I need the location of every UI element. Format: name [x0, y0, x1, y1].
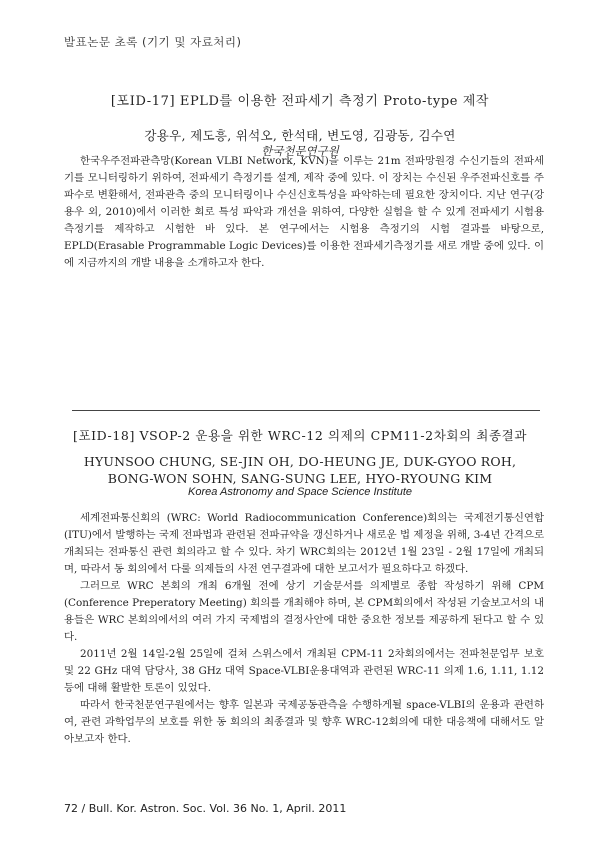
article2-paragraph-1: 세계전파통신회의 (WRC: World Radiocommunication Conference)회의는 국제전기통신연합(ITU)에서 발행하는 국제 전파법과 관련된 전파규약을 갱신하거나 새로운 법 제정을 위해, 3-4년 간격으로 개최되는 전파통신 관련 회의라고 할 수 있다. 차기 WRC회의는 2012년 1월 23일 - 2월 17일에 개최되며, 따라서 동 회의에서 다룰 의제들의 사전 연구결과에 대한 보고서가 필요하다고 하겠다. — [64, 512, 544, 575]
article2-abstract — [64, 510, 544, 748]
page-footer: 72 / Bull. Kor. Astron. Soc. Vol. 36 No. 1, April. 2011 — [64, 802, 347, 815]
article1-affiliation: 한국천문연구원 — [261, 144, 339, 158]
article1-authors: 강용우, 제도흥, 위석오, 한석태, 변도영, 김광동, 김수연 — [144, 128, 456, 143]
article2-paragraph-4: 따라서 한국천문연구원에서는 향후 일본과 국제공동관측을 수행하게될 space-VLBI의 운용과 관련하여, 관련 과학업무의 보호를 위한 동 회의의 최종결과 및 향후 WRC-12회의에 대한 대응책에 대해서도 알아보고자 한다. — [64, 699, 544, 745]
article1-title: [포ID-17] EPLD를 이용한 전파세기 측정기 Proto-type 제작 — [110, 94, 490, 109]
section-divider — [72, 410, 540, 411]
article2-authors-line2: BONG-WON SOHN, SANG-SUNG LEE, HYO-RYOUNG KIM — [107, 471, 493, 486]
article2-authors — [0, 453, 600, 487]
article1-abstract — [64, 153, 544, 272]
article2-title: [포ID-18] VSOP-2 운용을 위한 WRC-12 의제의 CPM11-2차회의 최종결과 — [72, 428, 528, 443]
article2-authors-line1: HYUNSOO CHUNG, SE-JIN OH, DO-HEUNG JE, DUK-GYOO ROH, — [83, 454, 517, 469]
article2-paragraph-2: 그러므로 WRC 본회의 개최 6개월 전에 상기 기술문서를 의제별로 종합 작성하기 위해 CPM (Conference Preperatory Meeting) 회의를 개최해야 하며, 본 CPM회의에서 작성된 기술보고서의 내용들은 WRC 본회의에서의 여러 가지 국제법의 결정사안에 대한 중요한 정보를 제공하게 된다고 할 수 있다. — [64, 580, 544, 643]
article2-paragraph-3: 2011년 2월 14일-2월 25일에 걸쳐 스위스에서 개최된 CPM-11 2차회의에서는 전파천문업무 보호 및 22 GHz 대역 담당사, 38 GHz 대역 Space-VLBI운용대역과 관련된 WRC-11 의제 1.6, 1.11, 1.12 등에 대해 활발한 토론이 있었다. — [64, 648, 544, 694]
article1-paragraph: 한국우주전파관측망(Korean VLBI Network, KVN)을 이루는 21m 전파망원경 수신기들의 전파세기를 모니터링하기 위하여, 전파세기 측정기를 설계, 제작 중에 있다. 이 장치는 수신된 우주전파신호를 주파수로 변환해서, 전파관측 중의 모니터링이나 수신신호특성을 파악하는데 필요한 장치이다. 지난 연구(강용우 외, 2010)에서 이러한 회로 특성 파악과 개선을 위하여, 다양한 실험을 할 수 있게 전파세기 시험용 측정기를 제작하고 시험한 바 있다. 본 연구에서는 시험용 측정기의 시험 결과를 바탕으로, EPLD(Erasable Programmable Logic Devices)를 이용한 전파세기측정기를 새로 개발 중에 있다. 이에 지금까지의 개발 내용을 소개하고자 한다. — [64, 155, 544, 269]
article2-affiliation: Korea Astronomy and Space Science Institute — [188, 486, 412, 498]
section-header: 발표논문 초록 (기기 및 자료처리) — [64, 35, 242, 49]
